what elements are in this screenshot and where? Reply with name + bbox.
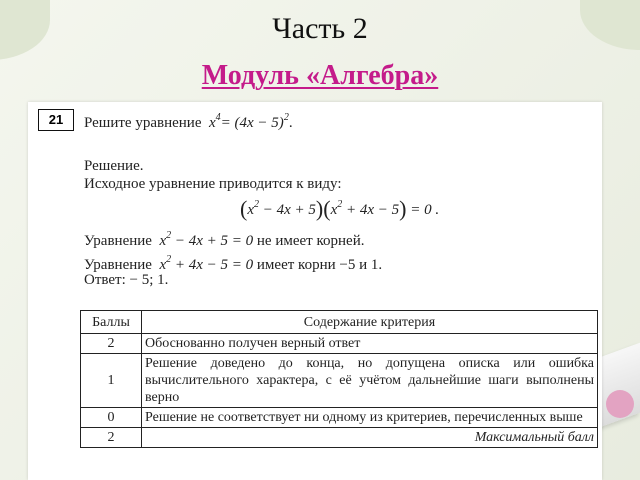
task-eq-lhs: x xyxy=(208,115,216,131)
factored-exp1: 2 xyxy=(254,199,259,210)
criteria-row xyxy=(81,354,598,408)
equation-2-line xyxy=(84,254,382,274)
task-eq-rhs: = (4x − 5) xyxy=(220,115,284,131)
eq2-rest: + 4x − 5 = 0 xyxy=(171,257,254,273)
eq1-exp: 2 xyxy=(166,230,172,241)
task-equation xyxy=(208,112,289,131)
criteria-row xyxy=(81,334,598,354)
task-document xyxy=(28,102,602,480)
task-prompt-prefix: Решите уравнение xyxy=(84,115,202,131)
criteria-row xyxy=(81,408,598,428)
eq2-prefix: Уравнение xyxy=(84,257,152,273)
eq1-prefix: Уравнение xyxy=(84,233,152,249)
factored-equation: $(x^2 - 4x + 5)(x^2 + 4x - 5) = 0$ . xyxy=(240,196,440,221)
pink-circle-decoration xyxy=(606,390,634,418)
task-prompt xyxy=(84,112,293,132)
eq2-exp: 2 xyxy=(166,254,172,265)
factored-term2: + 4x − 5 xyxy=(342,202,400,218)
header-content: Содержание критерия xyxy=(142,311,598,334)
task-number-badge: 21 xyxy=(38,109,74,131)
equation-1-line xyxy=(84,230,364,250)
criteria-text: Решение не соответствует ни одному из критериев, перечисленных выше xyxy=(142,408,598,428)
solution-label: Решение. xyxy=(84,158,144,174)
criteria-table xyxy=(80,310,598,448)
task-prompt-end: . xyxy=(288,115,293,131)
reduces-text: Исходное уравнение приводится к виду: xyxy=(84,176,342,192)
max-points-label: Максимальный балл xyxy=(142,428,598,448)
criteria-points: 1 xyxy=(81,354,142,408)
header-points: Баллы xyxy=(81,311,142,334)
criteria-points: 2 xyxy=(81,334,142,354)
answer-line: Ответ: − 5; 1. xyxy=(84,272,169,288)
max-points: 2 xyxy=(81,428,142,448)
factored-x2: x xyxy=(330,202,338,218)
eq1-rest: − 4x + 5 = 0 xyxy=(171,233,254,249)
criteria-max-row xyxy=(81,428,598,448)
criteria-header-row xyxy=(81,311,598,334)
task-eq-rhs-exp: 2 xyxy=(283,112,289,123)
factored-exp2: 2 xyxy=(337,199,343,210)
eq1-x: x xyxy=(159,233,167,249)
eq2-suffix: имеет корни −5 и 1. xyxy=(253,257,383,273)
module-title-link[interactable]: Модуль «Алгебра» xyxy=(201,60,439,91)
eq2-x: x xyxy=(159,257,167,273)
criteria-points: 0 xyxy=(81,408,142,428)
factored-term1: − 4x + 5 xyxy=(259,202,316,218)
slide-title: Часть 2 xyxy=(272,12,368,45)
criteria-text: Обоснованно получен верный ответ xyxy=(142,334,598,354)
eq1-suffix: не имеет корней. xyxy=(253,233,365,249)
criteria-text: Решение доведено до конца, но допущена описка или ошибка вычислительного характера, с её учётом дальнейшие шаги выполнены верно xyxy=(142,354,598,408)
factored-end: = 0 . xyxy=(406,202,440,218)
task-eq-lhs-exp: 4 xyxy=(215,112,221,123)
factored-x1: x xyxy=(247,202,254,218)
